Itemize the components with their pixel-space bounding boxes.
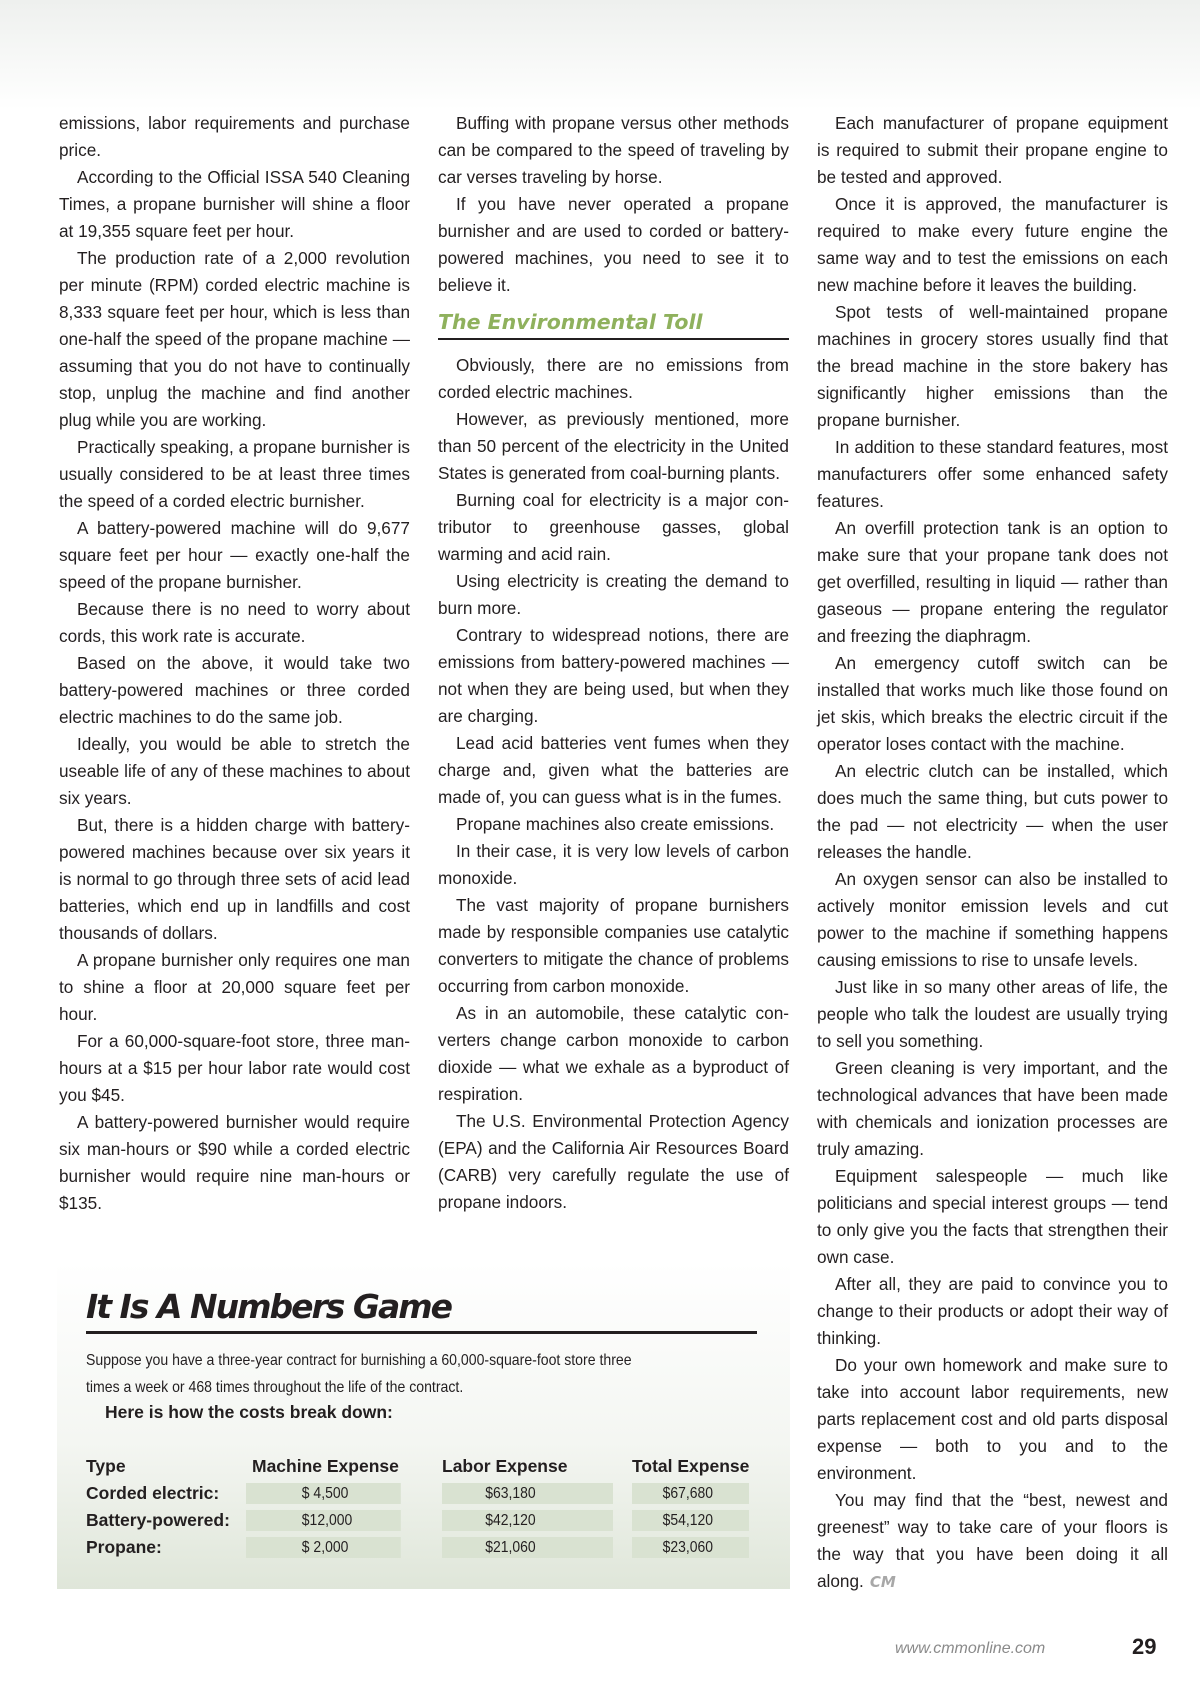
total-cell — [632, 1480, 772, 1507]
total-cell — [632, 1534, 772, 1561]
paragraph: Do your own homework and make sure to take into account labor requirements, new parts replacement cost and old parts disposal expense — both to you and to the environment. — [817, 1355, 1168, 1483]
paragraph: Just like in so many other areas of life, the people who talk the loudest are usually trying to sell you something. — [817, 977, 1168, 1051]
cell-value: $42,120 — [442, 1510, 613, 1531]
paragraph: But, there is a hidden charge with battery-powered machines because over six years it is normal to go through three sets of acid lead batteries, which end up in landfills and cost thousands of dollars. — [59, 815, 410, 943]
cost-table — [86, 1453, 772, 1561]
paragraph: Spot tests of well-maintained propane machines in grocery stores usually find that the bread machine in the store bakery has significantly higher emissions than the propane burnisher. — [817, 302, 1168, 430]
sidebar-intro-line: times a week or 468 times throughout the life of the contract. — [86, 1379, 464, 1396]
paragraph: Contrary to widespread notions, there are emissions from battery-powered machines — not when they are being used, but when they are charging. — [438, 625, 789, 726]
paragraph: After all, they are paid to convince you to change to their products or adopt their way of thinking. — [817, 1274, 1168, 1348]
cell-value: $12,000 — [246, 1510, 401, 1531]
paragraph: A propane burnisher only requires one man to shine a floor at 20,000 square feet per hour. — [59, 950, 410, 1024]
article-column-3 — [817, 110, 1168, 1596]
paragraph: emissions, labor requirements and purchase price. — [59, 113, 410, 160]
section-heading: The Environmental Toll — [438, 308, 789, 340]
paragraph: An electric clutch can be installed, which does much the same thing, but cuts power to the pad — not electricity — when the user releases the handle. — [817, 761, 1168, 862]
paragraph: An overfill protection tank is an option to make sure that your propane tank does not get overfilled, resulting in liquid — rather than gaseous — propane entering the regulator and freezing the diaphragm. — [817, 518, 1168, 646]
paragraph: The production rate of a 2,000 revolution per minute (RPM) corded electric machine is 8,333 square feet per hour, which is less than one-half the speed of the propane machine — assuming that you do not have to continually stop, unplug the machine and find another plug while you are working. — [59, 248, 410, 430]
sidebar-intro — [86, 1347, 702, 1401]
paragraph: Using electricity is creating the demand to burn more. — [438, 571, 789, 618]
paragraph: Ideally, you would be able to stretch the useable life of any of these machines to about six years. — [59, 734, 410, 808]
paragraph: Obviously, there are no emissions from corded electric machines. — [438, 355, 789, 402]
paragraph: Practically speaking, a propane burnisher is usually considered to be at least three times the speed of a corded electric burnisher. — [59, 437, 410, 511]
article-column-1 — [59, 110, 410, 1217]
paragraph: In their case, it is very low levels of carbon monoxide. — [438, 841, 789, 888]
row-label: Propane: — [86, 1537, 162, 1557]
paragraph: In addition to these standard features, most manufacturers offer some enhanced safety features. — [817, 437, 1168, 511]
labor-cell — [442, 1480, 632, 1507]
paragraph-text: You may find that the “best, newest and greenest” way to take care of your floors is the way that you have been doing it all along. — [817, 1490, 1168, 1591]
paragraph: An oxygen sensor can also be installed to actively monitor emission levels and cut power to the machine if something happens causing emissions to rise to unsafe levels. — [817, 869, 1168, 970]
machine-cell — [252, 1534, 442, 1561]
paragraph: Equipment salespeople — much like politicians and special interest groups — tend to only give you the facts that strengthen their own case. — [817, 1166, 1168, 1267]
row-label: Corded electric: — [86, 1483, 220, 1503]
column-header: Type — [86, 1456, 126, 1476]
table-row — [86, 1507, 772, 1534]
paragraph: Buffing with propane versus other methods can be compared to the speed of traveling by car verses traveling by horse. — [438, 113, 789, 187]
machine-cell — [252, 1480, 442, 1507]
paragraph: Based on the above, it would take two battery-powered machines or three corded electric machines to do the same job. — [59, 653, 410, 727]
column-header: Machine Expense — [252, 1456, 399, 1476]
paragraph: Because there is no need to worry about cords, this work rate is accurate. — [59, 599, 410, 646]
labor-cell — [442, 1507, 632, 1534]
column-header: Labor Expense — [442, 1456, 568, 1476]
labor-cell — [442, 1534, 632, 1561]
paragraph: Once it is approved, the manufacturer is required to make every future engine the same way and to test the emissions on each new machine before it leaves the building. — [817, 194, 1168, 295]
machine-cell — [252, 1507, 442, 1534]
article-column-2 — [438, 110, 789, 1216]
total-cell — [632, 1507, 772, 1534]
table-header-row — [86, 1453, 772, 1480]
paragraph: As in an automobile, these catalytic converters change carbon monoxide to carbon dioxide — what we exhale as a byproduct of respiration. — [438, 1003, 789, 1104]
footer-url: www.cmmonline.com — [895, 1640, 1046, 1657]
column-header: Total Expense — [632, 1456, 750, 1476]
cell-value: $63,180 — [442, 1483, 613, 1504]
paragraph: A battery-powered machine will do 9,677 square feet per hour — exactly one-half the speed of the propane burnisher. — [59, 518, 410, 592]
paragraph: The U.S. Environmental Protection Agency (EPA) and the California Air Resources Board (CARB) very carefully regulate the use of propane indoors. — [438, 1111, 789, 1212]
end-mark: CM — [869, 1573, 896, 1591]
numbers-game-sidebar — [57, 1262, 790, 1589]
sidebar-intro-line: Suppose you have a three-year contract for burnishing a 60,000-square-foot store three — [86, 1352, 632, 1369]
paragraph: For a 60,000-square-foot store, three man-hours at a $15 per hour labor rate would cost you $45. — [59, 1031, 410, 1105]
cell-value: $ 2,000 — [246, 1537, 401, 1558]
paragraph: According to the Official ISSA 540 Cleaning Times, a propane burnisher will shine a floor at 19,355 square feet per hour. — [59, 167, 410, 241]
cell-value: $67,680 — [632, 1483, 749, 1504]
page-header-fade — [0, 0, 1200, 110]
paragraph: Each manufacturer of propane equipment is required to submit their propane engine to be tested and approved. — [817, 113, 1168, 187]
cell-value: $ 4,500 — [246, 1483, 401, 1504]
paragraph: However, as previously mentioned, more than 50 percent of the electricity in the United States is generated from coal-burning plants. — [438, 409, 789, 483]
paragraph: Burning coal for electricity is a major contributor to greenhouse gasses, global warming and acid rain. — [438, 490, 789, 564]
paragraph: Propane machines also create emissions. — [456, 814, 775, 834]
paragraph: If you have never operated a propane burnisher and are used to corded or battery-powered machines, you need to see it to believe it. — [438, 194, 789, 295]
row-label: Battery-powered: — [86, 1510, 230, 1530]
paragraph: An emergency cutoff switch can be installed that works much like those found on jet skis, which breaks the electric circuit if the operator loses contact with the machine. — [817, 653, 1168, 754]
table-row — [86, 1534, 772, 1561]
sidebar-title: It Is A Numbers Game — [86, 1285, 757, 1334]
paragraph: A battery-powered burnisher would require six man-hours or $90 while a corded electric burnisher would require nine man-hours or $135. — [59, 1112, 410, 1213]
page-number: 29 — [1132, 1634, 1157, 1659]
paragraph: The vast majority of propane burnishers made by responsible companies use catalytic converters to mitigate the chance of problems occurring from carbon monoxide. — [438, 895, 789, 996]
paragraph: Green cleaning is very important, and the technological advances that have been made with chemicals and ionization processes are truly amazing. — [817, 1058, 1168, 1159]
table-row — [86, 1480, 772, 1507]
paragraph-last — [817, 1487, 1168, 1596]
sidebar-subheading: Here is how the costs break down: — [105, 1402, 393, 1422]
cell-value: $54,120 — [632, 1510, 749, 1531]
paragraph: Lead acid batteries vent fumes when they charge and, given what the batteries are made of, you can guess what is in the fumes. — [438, 733, 789, 807]
cell-value: $23,060 — [632, 1537, 749, 1558]
cell-value: $21,060 — [442, 1537, 613, 1558]
